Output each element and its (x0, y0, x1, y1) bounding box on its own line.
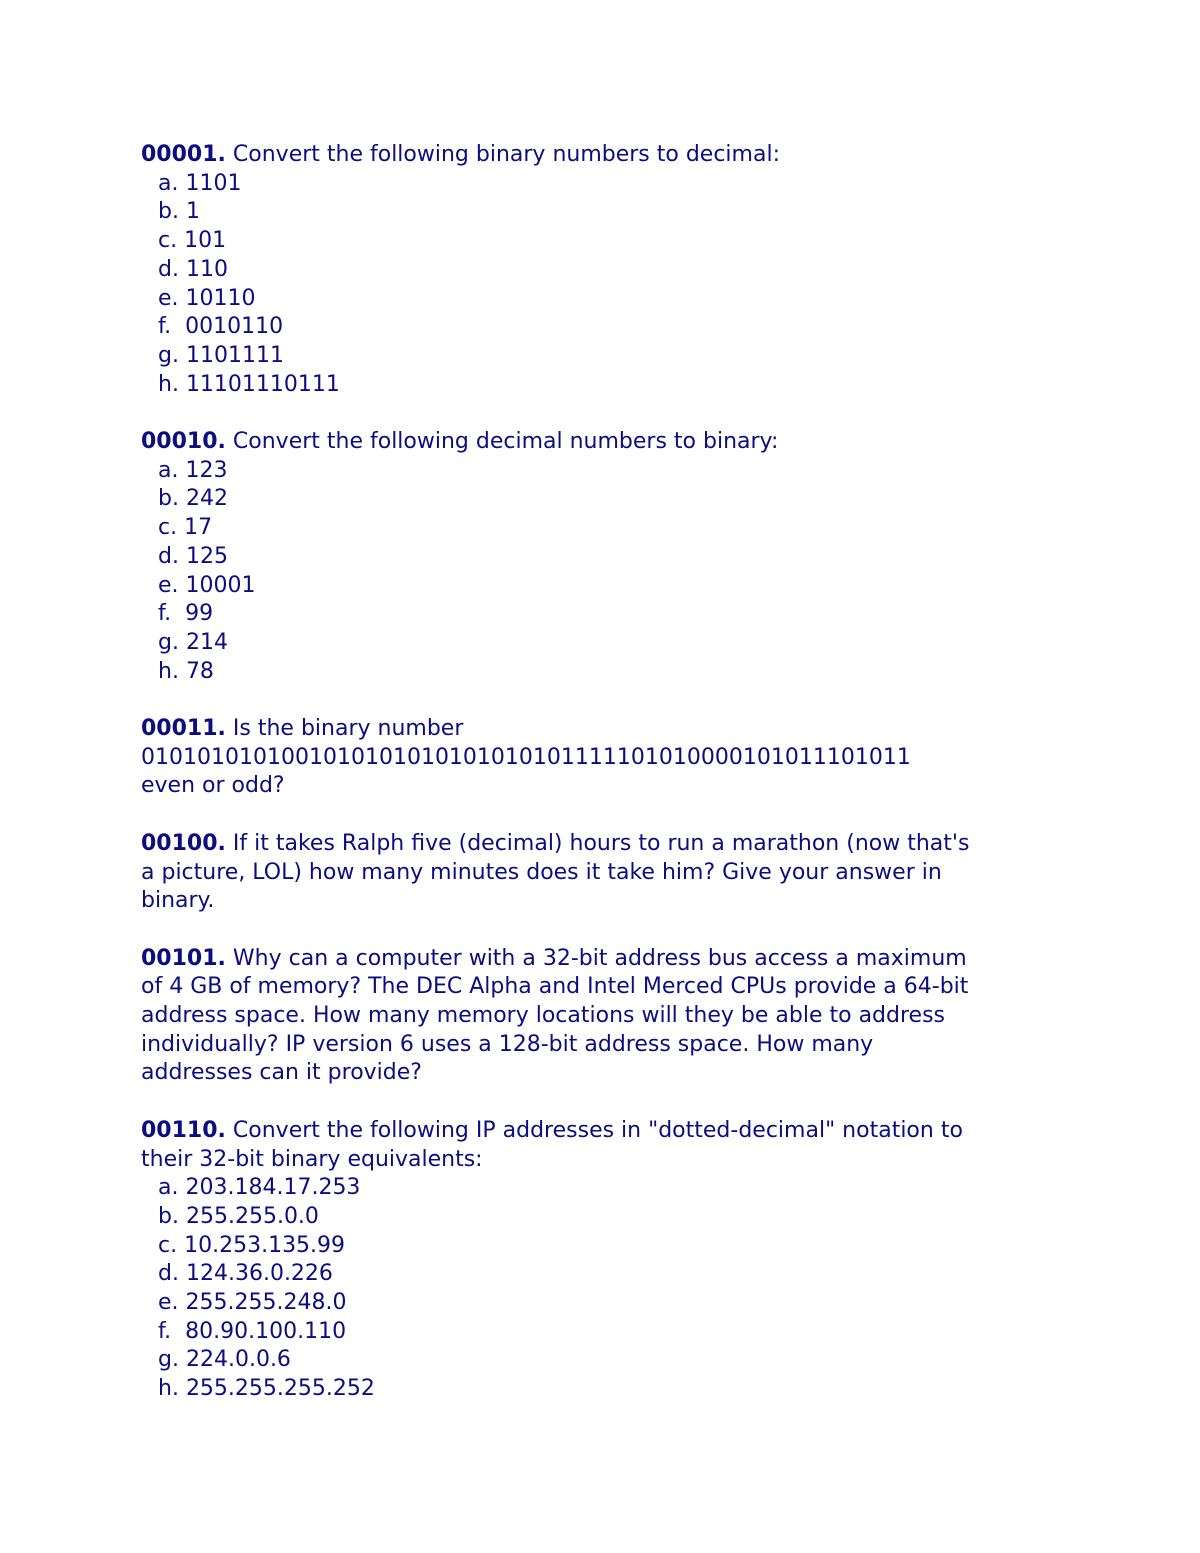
list-item (141, 170, 1061, 199)
item-letter: a. (158, 457, 179, 483)
item-value: 255.255.255.252 (185, 1376, 375, 1402)
list-item (141, 1289, 1061, 1318)
list-item (141, 1375, 1061, 1404)
question-5 (141, 945, 1061, 1089)
list-item (141, 227, 1061, 256)
item-letter: f. (158, 1318, 172, 1344)
question-line: Why can a computer with a 32-bit address bus access a maximum (232, 945, 967, 971)
item-value: 255.255.0.0 (185, 1203, 319, 1229)
question-line: Convert the following IP addresses in "dotted-decimal" notation to (232, 1117, 963, 1143)
item-value: 17 (184, 515, 213, 541)
question-number: 00001. (141, 142, 226, 167)
question-line: of 4 GB of memory? The DEC Alpha and Intel Merced CPUs provide a 64-bit (141, 974, 969, 1000)
question-text (141, 830, 1061, 916)
list-item (141, 256, 1061, 285)
item-letter: h. (158, 371, 179, 397)
list-item (141, 1232, 1061, 1261)
list-item (141, 600, 1061, 629)
list-item (141, 457, 1061, 486)
question-3 (141, 715, 1061, 801)
question-number: 00101. (141, 945, 226, 971)
question-text (141, 1117, 1061, 1174)
question-4 (141, 830, 1061, 916)
item-value: 78 (185, 658, 214, 684)
item-value: 0010110 (178, 314, 284, 340)
item-letter: e. (158, 1290, 179, 1316)
question-line: Convert the following binary numbers to decimal: (232, 142, 780, 167)
item-letter: d. (158, 543, 179, 569)
item-value: 1101 (185, 170, 242, 196)
item-letter: f. (158, 601, 172, 627)
list-item (141, 1203, 1061, 1232)
list-item (141, 285, 1061, 314)
list-item (141, 572, 1061, 601)
item-letter: b. (158, 486, 179, 512)
question-line: addresses can it provide? (141, 1060, 422, 1086)
item-value: 214 (185, 629, 228, 655)
item-letter: f. (158, 314, 172, 340)
question-line: Is the binary number (232, 716, 464, 742)
item-value: 255.255.248.0 (185, 1290, 347, 1316)
item-letter: b. (158, 199, 179, 225)
question-number: 00010. (141, 429, 226, 455)
item-value: 1 (185, 199, 200, 225)
item-value: 224.0.0.6 (185, 1347, 291, 1373)
item-letter: c. (158, 1232, 178, 1258)
question-line: individually? IP version 6 uses a 128-bit address space. How many (141, 1031, 874, 1057)
item-letter: d. (158, 1261, 179, 1287)
list-item (141, 1346, 1061, 1375)
item-letter: e. (158, 572, 179, 598)
item-letter: c. (158, 515, 178, 541)
item-value: 80.90.100.110 (178, 1318, 347, 1344)
question-line: If it takes Ralph five (decimal) hours to run a marathon (now that's (232, 830, 970, 856)
list-item (141, 658, 1061, 687)
item-letter: h. (158, 1376, 179, 1402)
answer-list (141, 1174, 1061, 1404)
item-value: 124.36.0.226 (185, 1261, 333, 1287)
question-text (141, 715, 1061, 801)
item-value: 99 (178, 601, 214, 627)
item-letter: g. (158, 1347, 179, 1373)
list-item (141, 543, 1061, 572)
item-letter: a. (158, 170, 179, 196)
list-item (141, 313, 1061, 342)
item-value: 1101111 (185, 342, 284, 368)
question-text (141, 141, 1061, 170)
item-value: 101 (184, 228, 227, 254)
item-letter: g. (158, 342, 179, 368)
list-item (141, 629, 1061, 658)
list-item (141, 514, 1061, 543)
item-value: 123 (185, 457, 228, 483)
list-item (141, 371, 1061, 400)
question-2 (141, 428, 1061, 686)
item-value: 125 (185, 543, 228, 569)
question-number: 00100. (141, 830, 226, 856)
item-letter: e. (158, 285, 179, 311)
item-letter: b. (158, 1203, 179, 1229)
question-number: 00110. (141, 1117, 226, 1143)
question-line: even or odd? (141, 773, 285, 799)
item-value: 10001 (185, 572, 256, 598)
answer-list (141, 457, 1061, 687)
question-1 (141, 141, 1061, 399)
item-value: 10110 (185, 285, 256, 311)
item-letter: a. (158, 1175, 179, 1201)
item-letter: c. (158, 228, 178, 254)
list-item (141, 1318, 1061, 1347)
list-item (141, 1174, 1061, 1203)
question-line: binary. (141, 888, 215, 914)
question-line: Convert the following decimal numbers to binary: (232, 429, 779, 455)
binary-number: 010101010100101010101010101010111110101000010101110101​1 (141, 744, 911, 770)
item-value: 203.184.17.253 (185, 1175, 361, 1201)
question-line: their 32-bit binary equivalents: (141, 1146, 483, 1172)
answer-list (141, 170, 1061, 400)
item-value: 110 (185, 256, 228, 282)
document-page (141, 141, 1061, 1433)
question-line: a picture, LOL) how many minutes does it take him? Give your answer in (141, 859, 942, 885)
question-text (141, 428, 1061, 457)
item-letter: d. (158, 256, 179, 282)
question-6 (141, 1117, 1061, 1404)
question-text (141, 945, 1061, 1089)
item-value: 10.253.135.99 (184, 1232, 346, 1258)
item-value: 242 (185, 486, 228, 512)
list-item (141, 485, 1061, 514)
item-letter: g. (158, 629, 179, 655)
item-value: 11101110111 (185, 371, 340, 397)
question-line: address space. How many memory locations will they be able to address (141, 1003, 945, 1029)
list-item (141, 198, 1061, 227)
list-item (141, 342, 1061, 371)
item-letter: h. (158, 658, 179, 684)
list-item (141, 1260, 1061, 1289)
question-number: 00011. (141, 716, 226, 742)
